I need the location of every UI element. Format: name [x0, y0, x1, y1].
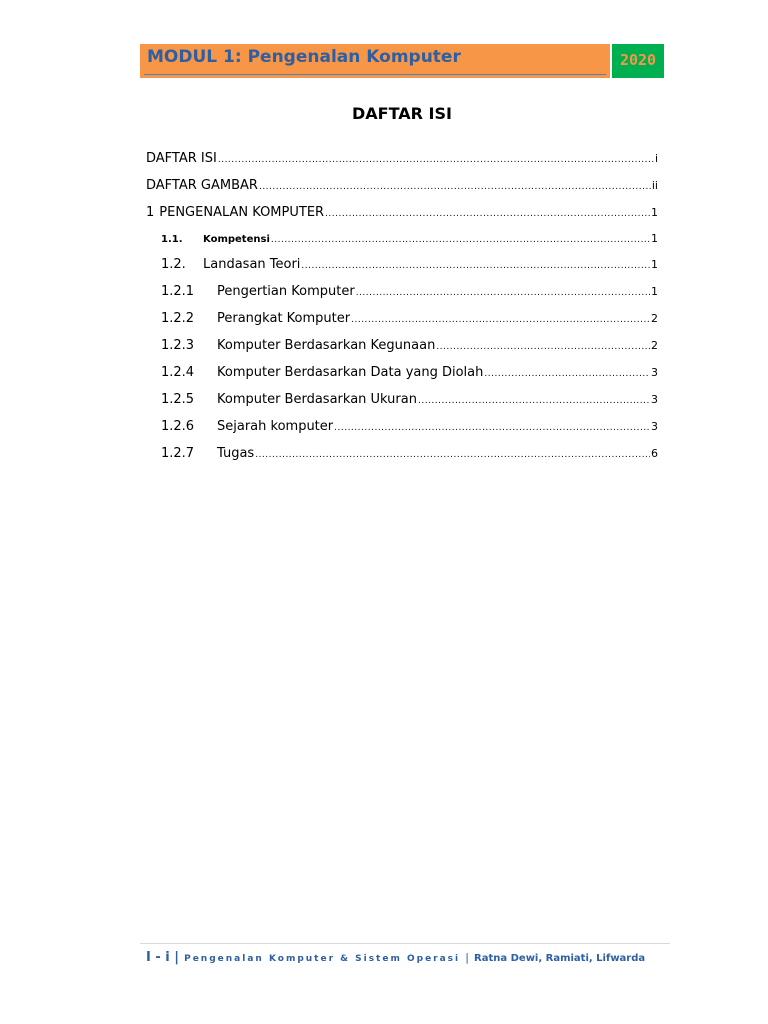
toc-entry-page: 3	[651, 420, 658, 433]
toc-entry-label: DAFTAR GAMBAR	[146, 178, 258, 193]
toc-entry-page: 2	[651, 312, 658, 325]
module-header-bar	[140, 44, 610, 78]
toc-entry-page: 3	[651, 366, 658, 379]
toc-entry-number: 1.2.	[161, 257, 186, 272]
footer-course-title: Pengenalan Komputer & Sistem Operasi	[184, 954, 461, 964]
module-title: MODUL 1: Pengenalan Komputer	[147, 47, 461, 67]
toc-entry-label: Sejarah komputer	[217, 419, 334, 434]
toc-entry-label: Komputer Berdasarkan Ukuran	[217, 392, 417, 407]
toc-entry-page: 1	[651, 258, 658, 271]
toc-dot-leader	[418, 392, 650, 410]
toc-entry-page: 3	[651, 393, 658, 406]
toc-dot-leader	[271, 231, 650, 249]
toc-entry-page: i	[654, 152, 658, 165]
toc-entry[interactable]	[161, 230, 658, 248]
toc-dot-leader	[356, 284, 650, 302]
toc-entry-label: PENGENALAN KOMPUTER	[159, 205, 325, 220]
toc-dot-leader	[484, 365, 650, 383]
footer-authors: Ratna Dewi, Ramiati, Lifwarda	[474, 953, 646, 964]
toc-dot-leader	[325, 205, 650, 223]
toc-entry[interactable]	[161, 310, 658, 328]
toc-entry-number: 1.2.3	[161, 338, 195, 353]
toc-entry-label: Tugas	[217, 446, 255, 461]
toc-heading: DAFTAR ISI	[352, 104, 452, 123]
toc-entry-page: ii	[651, 179, 658, 192]
toc-entry-label: Komputer Berdasarkan Data yang Diolah	[217, 365, 484, 380]
toc-entry-number: 1.2.4	[161, 365, 195, 380]
toc-entry[interactable]	[161, 283, 658, 301]
toc-entry[interactable]	[161, 256, 658, 274]
toc-dot-leader	[218, 151, 654, 169]
toc-entry-page: 2	[651, 339, 658, 352]
toc-entry[interactable]	[161, 445, 658, 463]
toc-entry[interactable]	[146, 177, 658, 195]
toc-entry-label: Kompetensi	[203, 234, 270, 245]
toc-entry[interactable]	[161, 391, 658, 409]
toc-entry-number: 1.2.6	[161, 419, 195, 434]
toc-entry[interactable]	[161, 364, 658, 382]
toc-entry-number: 1	[146, 205, 155, 220]
toc-entry-label: Landasan Teori	[203, 257, 301, 272]
toc-entry-number: 1.2.5	[161, 392, 195, 407]
toc-entry-label: Komputer Berdasarkan Kegunaan	[217, 338, 436, 353]
toc-entry-page: 1	[651, 285, 658, 298]
footer-page-number: I - i |	[146, 950, 180, 965]
toc-entry[interactable]	[161, 337, 658, 355]
toc-entry-number: 1.2.1	[161, 284, 195, 299]
year-text: 2020	[619, 51, 657, 69]
toc-dot-leader	[301, 257, 650, 275]
toc-entry-page: 1	[651, 206, 658, 219]
toc-entry[interactable]	[161, 418, 658, 436]
page-footer	[146, 946, 645, 965]
footer-separator: |	[465, 951, 469, 964]
toc-entry-number: 1.2.2	[161, 311, 195, 326]
toc-entry-label: Pengertian Komputer	[217, 284, 355, 299]
toc-dot-leader	[351, 311, 650, 329]
year-badge	[612, 44, 664, 78]
toc-dot-leader	[255, 446, 650, 464]
toc-entry-number: 1.2.7	[161, 446, 195, 461]
footer-divider	[140, 943, 670, 944]
toc-dot-leader	[259, 178, 651, 196]
toc-entry-number: 1.1.	[161, 234, 183, 245]
toc-entry[interactable]	[146, 204, 658, 222]
toc-entry-label: DAFTAR ISI	[146, 151, 217, 166]
toc-dot-leader	[436, 338, 650, 356]
toc-entry-label: Perangkat Komputer	[217, 311, 351, 326]
toc-entry-page: 6	[651, 447, 658, 460]
toc-dot-leader	[334, 419, 650, 437]
toc-entry-page: 1	[651, 232, 658, 245]
toc-entry[interactable]	[146, 150, 658, 168]
header-underline	[144, 74, 606, 75]
